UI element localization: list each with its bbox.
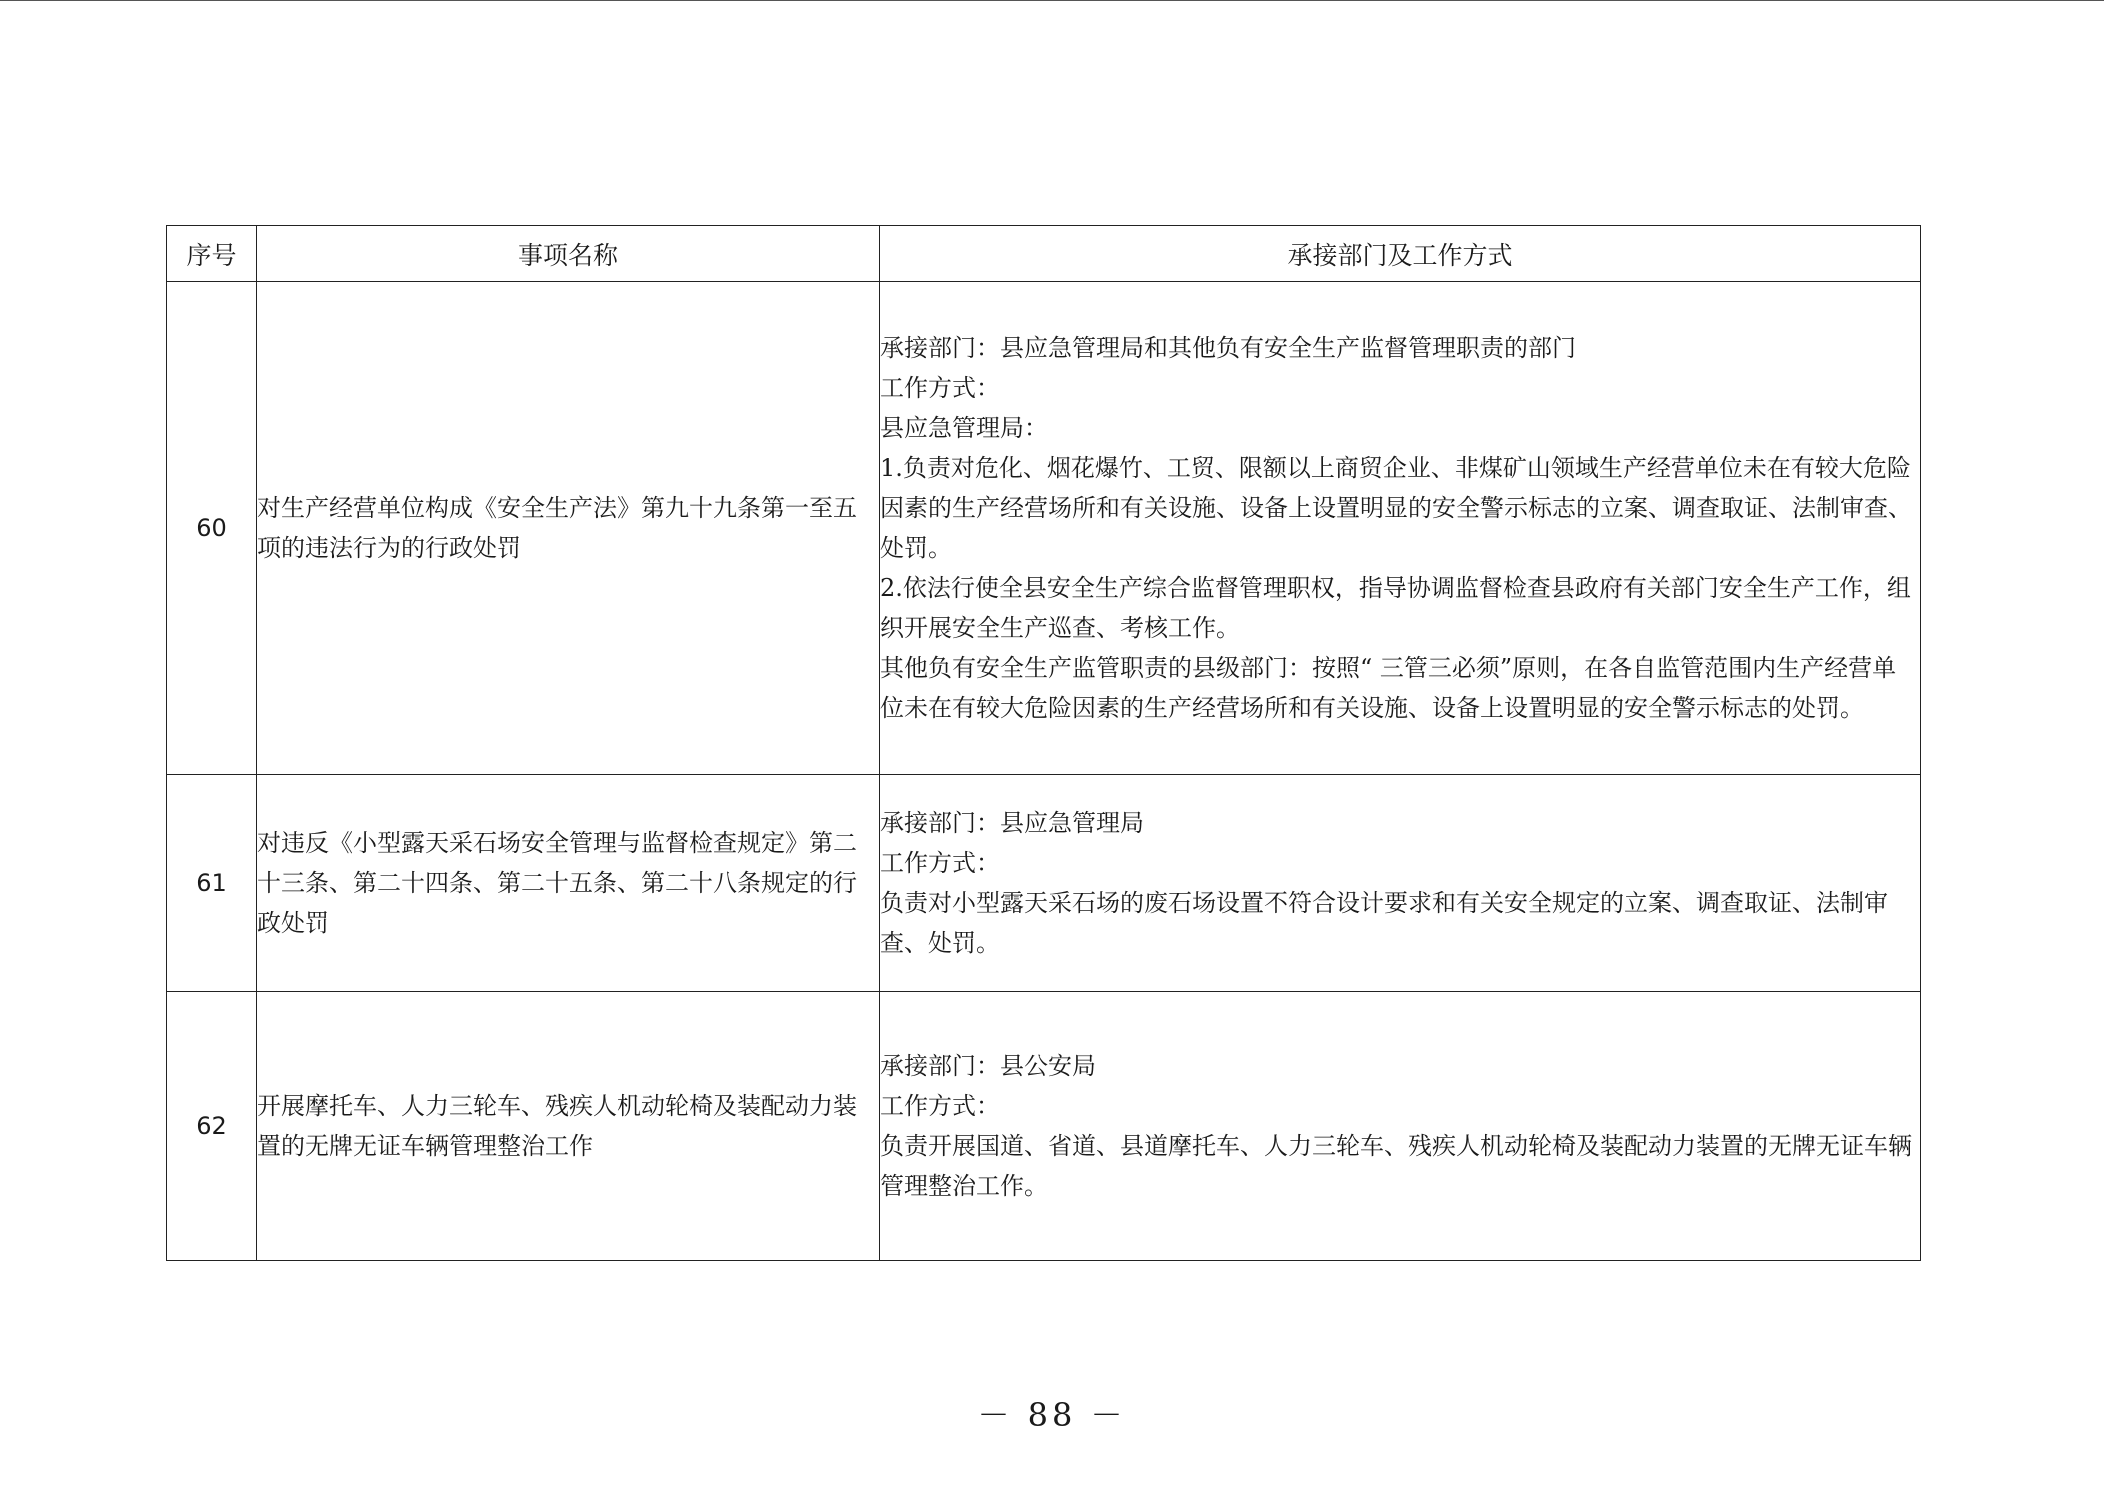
dept-line: 2.依法行使全县安全生产综合监督管理职权，指导协调监督检查县政府有关部门安全生产工作，组织开展安全生产巡查、考核工作。 xyxy=(880,574,1911,642)
dept-line: 负责开展国道、省道、县道摩托车、人力三轮车、残疾人机动轮椅及装配动力装置的无牌无证车辆管理整治工作。 xyxy=(880,1132,1912,1200)
table-row xyxy=(167,992,1921,1261)
dept-line: 1.负责对危化、烟花爆竹、工贸、限额以上商贸企业、非煤矿山领域生产经营单位未在有较大危险因素的生产经营场所和有关设施、设备上设置明显的安全警示标志的立案、调查取证、法制审查、处罚。 xyxy=(880,454,1912,562)
page-top-border xyxy=(0,0,2104,1)
dept-line: 承接部门：县公安局 xyxy=(880,1052,1096,1080)
matter-name: 对违反《小型露天采石场安全管理与监督检查规定》第二十三条、第二十四条、第二十五条、第二十八条规定的行政处罚 xyxy=(257,775,880,992)
page-number: － 88 － xyxy=(977,1396,1127,1434)
header-name: 事项名称 xyxy=(257,226,880,282)
dept-line: 县应急管理局： xyxy=(880,414,1048,442)
row-number: 62 xyxy=(167,992,257,1261)
matter-name: 对生产经营单位构成《安全生产法》第九十九条第一至五项的违法行为的行政处罚 xyxy=(257,282,880,775)
matter-name: 开展摩托车、人力三轮车、残疾人机动轮椅及装配动力装置的无牌无证车辆管理整治工作 xyxy=(257,992,880,1261)
table-row xyxy=(167,775,1921,992)
table-header-row xyxy=(167,226,1921,282)
row-number: 60 xyxy=(167,282,257,775)
row-number: 61 xyxy=(167,775,257,992)
table-row xyxy=(167,282,1921,775)
dept-line: 工作方式： xyxy=(880,1092,1000,1120)
dept-line: 工作方式： xyxy=(880,849,1000,877)
dept-line: 承接部门：县应急管理局和其他负有安全生产监督管理职责的部门 xyxy=(880,334,1576,362)
dept-line: 其他负有安全生产监管职责的县级部门：按照“ 三管三必须”原则，在各自监管范围内生产经营单位未在有较大危险因素的生产经营场所和有关设施、设备上设置明显的安全警示标志的处罚。 xyxy=(880,654,1897,722)
dept-line: 工作方式： xyxy=(880,374,1000,402)
dept-and-method xyxy=(880,775,1921,992)
dept-line: 承接部门：县应急管理局 xyxy=(880,809,1144,837)
dept-and-method xyxy=(880,282,1921,775)
dept-and-method xyxy=(880,992,1921,1261)
header-dept: 承接部门及工作方式 xyxy=(880,226,1921,282)
matters-table xyxy=(166,225,1921,1261)
header-no: 序号 xyxy=(167,226,257,282)
dept-line: 负责对小型露天采石场的废石场设置不符合设计要求和有关安全规定的立案、调查取证、法制审查、处罚。 xyxy=(880,889,1888,957)
